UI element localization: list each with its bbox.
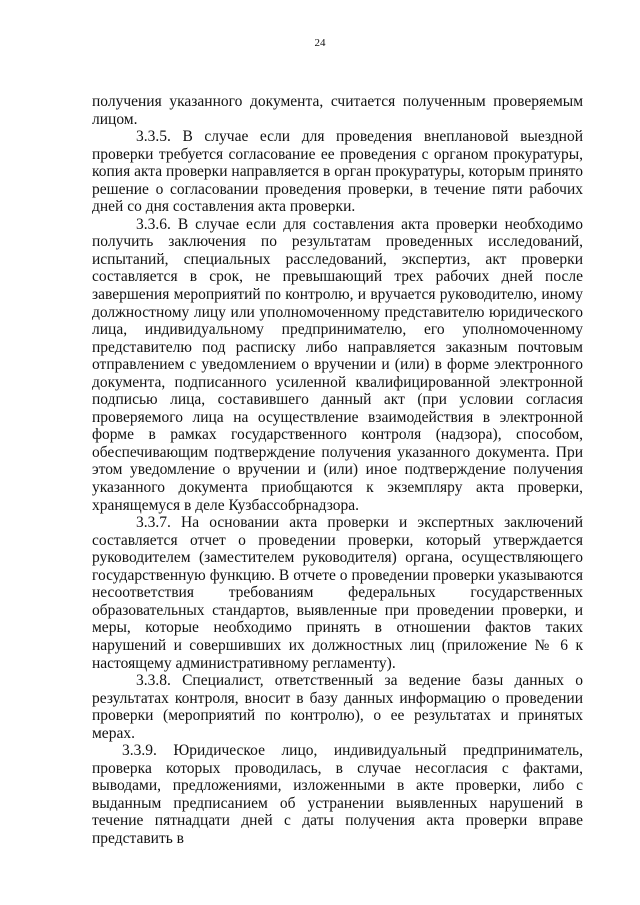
page-number: 24 bbox=[314, 37, 326, 49]
paragraph-3-3-8: 3.3.8. Специалист, ответственный за ведение базы данных о результатах контроля, вносит в базу данных информацию о проведении проверки (мероприятий по контролю), о ее результатах и принятых мерах. bbox=[92, 672, 583, 742]
paragraph-continuation: получения указанного документа, считается полученным проверяемым лицом. bbox=[92, 93, 583, 128]
paragraph-3-3-9: 3.3.9. Юридическое лицо, индивидуальный предприниматель, проверка которых проводилась, в случае несогласия с фактами, выводами, предложениями, изложенными в акте проверки, либо с выданным предписанием об устранении выявленных нарушений в течение пятнадцати дней с даты получения акта проверки вправе представить в bbox=[92, 742, 583, 847]
paragraph-3-3-6: 3.3.6. В случае если для составления акта проверки необходимо получить заключения по результатам проведенных исследований, испытаний, специальных расследований, экспертиз, акт проверки составляется в срок, не превышающий трех рабочих дней после завершения мероприятий по контролю, и вручается руководителю, иному должностному лицу или уполномоченному представителю юридического лица, индивидуальному предпринимателю, его уполномоченному представителю под расписку либо направляется заказным почтовым отправлением с уведомлением о вручении и (или) в форме электронного документа, подписанного усиленной квалифицированной электронной подписью лица, составившего данный акт (при условии согласия проверяемого лица на осуществление взаимодействия в электронной форме в рамках государственного контроля (надзора), способом, обеспечивающим подтверждение получения указанного документа. При этом уведомление о вручении и (или) иное подтверждение получения указанного документа приобщаются к экземпляру акта проверки, хранящемуся в деле Кузбассобрнадзора. bbox=[92, 215, 583, 514]
paragraph-3-3-5: 3.3.5. В случае если для проведения внеплановой выездной проверки требуется согласование ее проведения с органом прокуратуры, копия акта проверки направляется в орган прокуратуры, которым принято решение о согласовании проведения проверки, в течение пяти рабочих дней со дня составления акта проверки. bbox=[92, 128, 583, 216]
paragraph-3-3-7: 3.3.7. На основании акта проверки и экспертных заключений составляется отчет о проведении проверки, который утверждается руководителем (заместителем руководителя) органа, осуществляющего государственную функцию. В отчете о проведении проверки указываются несоответствия требованиям федеральных государственных образовательных стандартов, выявленные при проведении проверки, и меры, которые необходимо принять в отношении фактов таких нарушений и совершивших их должностных лиц (приложение № 6 к настоящему административному регламенту). bbox=[92, 514, 583, 672]
document-body bbox=[92, 93, 583, 848]
